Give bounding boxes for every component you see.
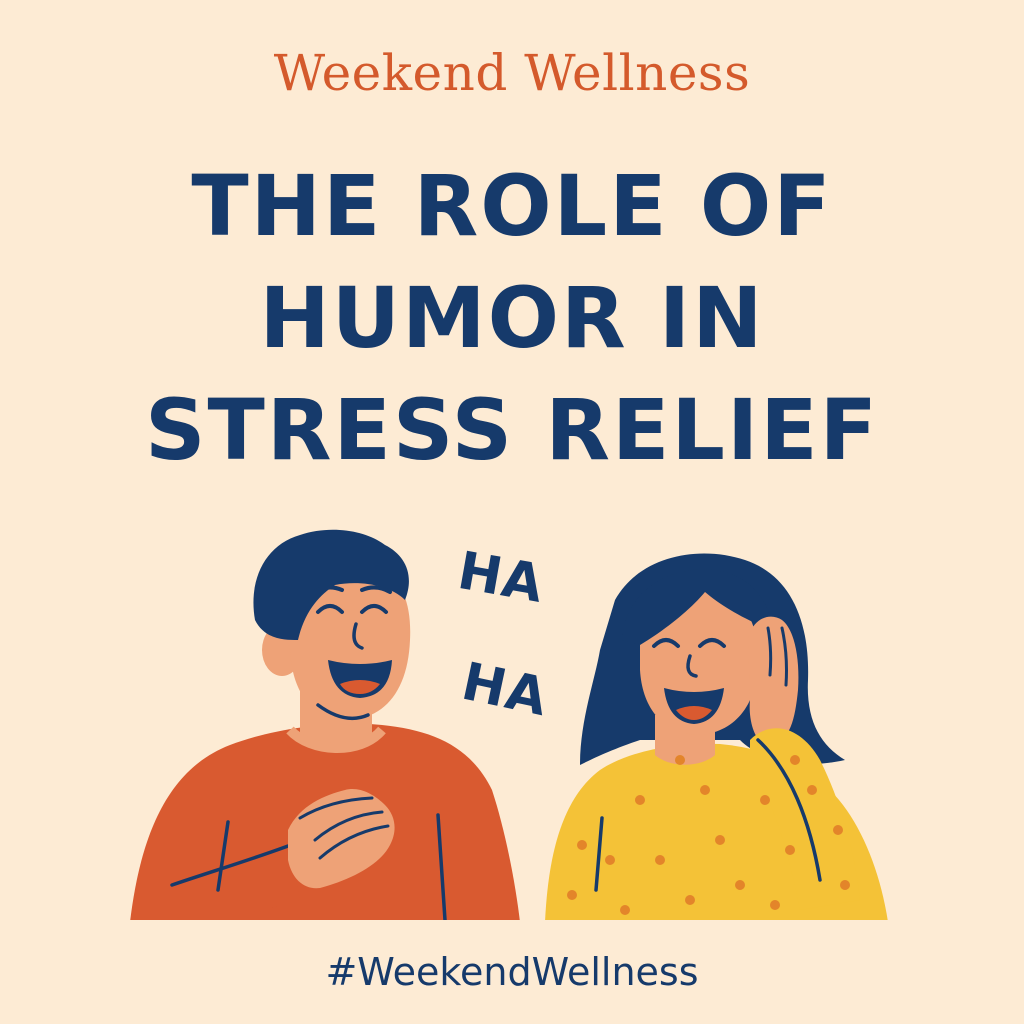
headline-line-1: THE ROLE OF [191,157,833,255]
hashtag: #WeekendWellness [325,950,699,994]
laugh-text-1: HA [453,541,549,615]
headline-line-3: STRESS RELIEF [145,381,879,479]
laugh-text-2: HA [456,651,554,729]
headline-line-2: HUMOR IN [259,269,765,367]
laughing-woman [545,553,888,922]
woman-hand [748,617,798,746]
headline [0,150,1024,486]
series-title: Weekend Wellness [273,44,751,102]
